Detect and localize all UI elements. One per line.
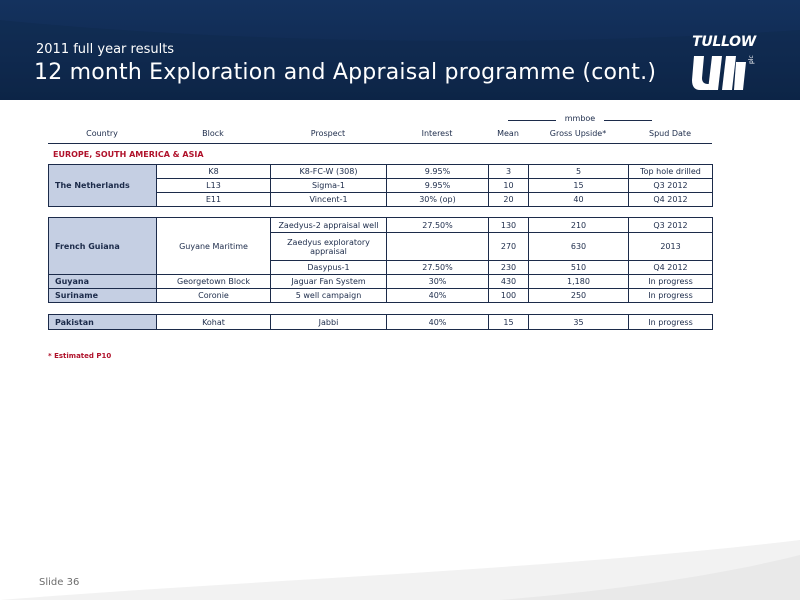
prospect-cell: 5 well campaign — [271, 289, 387, 303]
logo-plc: plc — [748, 55, 755, 64]
country-cell: Pakistan — [49, 315, 157, 330]
mmboe-group-header — [478, 114, 654, 126]
logo-wordmark: TULLOW — [692, 34, 756, 50]
prospect-cell: Zaedyus exploratory appraisal — [271, 233, 387, 261]
column-header-gross-upside: Gross Upside* — [549, 129, 607, 138]
upside-cell: 35 — [529, 315, 629, 330]
upside-cell: 5 — [529, 165, 629, 179]
table-row — [49, 218, 713, 233]
block-cell: Coronie — [157, 289, 271, 303]
footnote: * Estimated P10 — [48, 352, 112, 360]
block-cell: Kohat — [157, 315, 271, 330]
mean-cell: 20 — [489, 193, 529, 207]
column-header-interest: Interest — [421, 129, 453, 138]
mean-cell: 430 — [489, 275, 529, 289]
interest-cell: 30% — [387, 275, 489, 289]
prospect-cell: Dasypus-1 — [271, 261, 387, 275]
interest-cell: 9.95% — [387, 165, 489, 179]
column-header-spud-date: Spud Date — [649, 129, 691, 138]
pakistan-table — [48, 314, 713, 330]
upside-cell: 1,180 — [529, 275, 629, 289]
upside-cell: 630 — [529, 233, 629, 261]
spud-cell: Q3 2012 — [629, 179, 713, 193]
mean-cell: 15 — [489, 315, 529, 330]
upside-cell: 15 — [529, 179, 629, 193]
interest-cell: 27.50% — [387, 218, 489, 233]
column-header-mean: Mean — [497, 129, 519, 138]
mmboe-rule-right — [604, 120, 652, 121]
block-cell: K8 — [157, 165, 271, 179]
spud-cell: Top hole drilled — [629, 165, 713, 179]
upside-cell: 210 — [529, 218, 629, 233]
mean-cell: 130 — [489, 218, 529, 233]
prospect-cell: Vincent-1 — [271, 193, 387, 207]
column-header-prospect: Prospect — [310, 129, 346, 138]
upside-cell: 510 — [529, 261, 629, 275]
netherlands-table — [48, 164, 713, 207]
prospect-cell: Jaguar Fan System — [271, 275, 387, 289]
column-header-country: Country — [86, 129, 118, 138]
header-rule — [48, 143, 712, 144]
country-cell: Guyana — [49, 275, 157, 289]
mean-cell: 100 — [489, 289, 529, 303]
prospect-cell: Zaedyus-2 appraisal well — [271, 218, 387, 233]
upside-cell: 40 — [529, 193, 629, 207]
block-cell: Georgetown Block — [157, 275, 271, 289]
mean-cell: 230 — [489, 261, 529, 275]
slide-title: 12 month Exploration and Appraisal programme (cont.) — [34, 60, 657, 85]
country-cell: Suriname — [49, 289, 157, 303]
prospect-cell: Sigma-1 — [271, 179, 387, 193]
column-header-block: Block — [202, 129, 224, 138]
logo-emblem-icon — [690, 52, 748, 92]
spud-cell: In progress — [629, 289, 713, 303]
table-row — [49, 289, 713, 303]
mean-cell: 10 — [489, 179, 529, 193]
interest-cell: 27.50% — [387, 261, 489, 275]
upside-cell: 250 — [529, 289, 629, 303]
interest-cell — [387, 233, 489, 261]
mean-cell: 3 — [489, 165, 529, 179]
footer-swoosh — [0, 540, 800, 600]
interest-cell: 30% (op) — [387, 193, 489, 207]
interest-cell: 9.95% — [387, 179, 489, 193]
country-cell: The Netherlands — [49, 165, 157, 207]
mmboe-rule-left — [508, 120, 556, 121]
spud-cell: Q3 2012 — [629, 218, 713, 233]
spud-cell: 2013 — [629, 233, 713, 261]
block-cell: L13 — [157, 179, 271, 193]
prospect-cell: K8-FC-W (308) — [271, 165, 387, 179]
header-band — [0, 0, 800, 100]
country-cell: French Guiana — [49, 218, 157, 275]
spud-cell: In progress — [629, 315, 713, 330]
spud-cell: Q4 2012 — [629, 193, 713, 207]
spud-cell: In progress — [629, 275, 713, 289]
block-cell: Guyane Maritime — [157, 218, 271, 275]
block-cell: E11 — [157, 193, 271, 207]
table-row — [49, 165, 713, 179]
tullow-logo — [688, 34, 760, 98]
south-america-table — [48, 217, 713, 303]
presentation-subtitle: 2011 full year results — [36, 42, 175, 57]
mmboe-label: mmboe — [564, 114, 596, 123]
interest-cell: 40% — [387, 315, 489, 330]
mean-cell: 270 — [489, 233, 529, 261]
prospect-cell: Jabbi — [271, 315, 387, 330]
interest-cell: 40% — [387, 289, 489, 303]
region-section-title: EUROPE, SOUTH AMERICA & ASIA — [53, 150, 204, 159]
slide-number: Slide 36 — [39, 577, 80, 588]
table-row — [49, 315, 713, 330]
table-row — [49, 275, 713, 289]
spud-cell: Q4 2012 — [629, 261, 713, 275]
